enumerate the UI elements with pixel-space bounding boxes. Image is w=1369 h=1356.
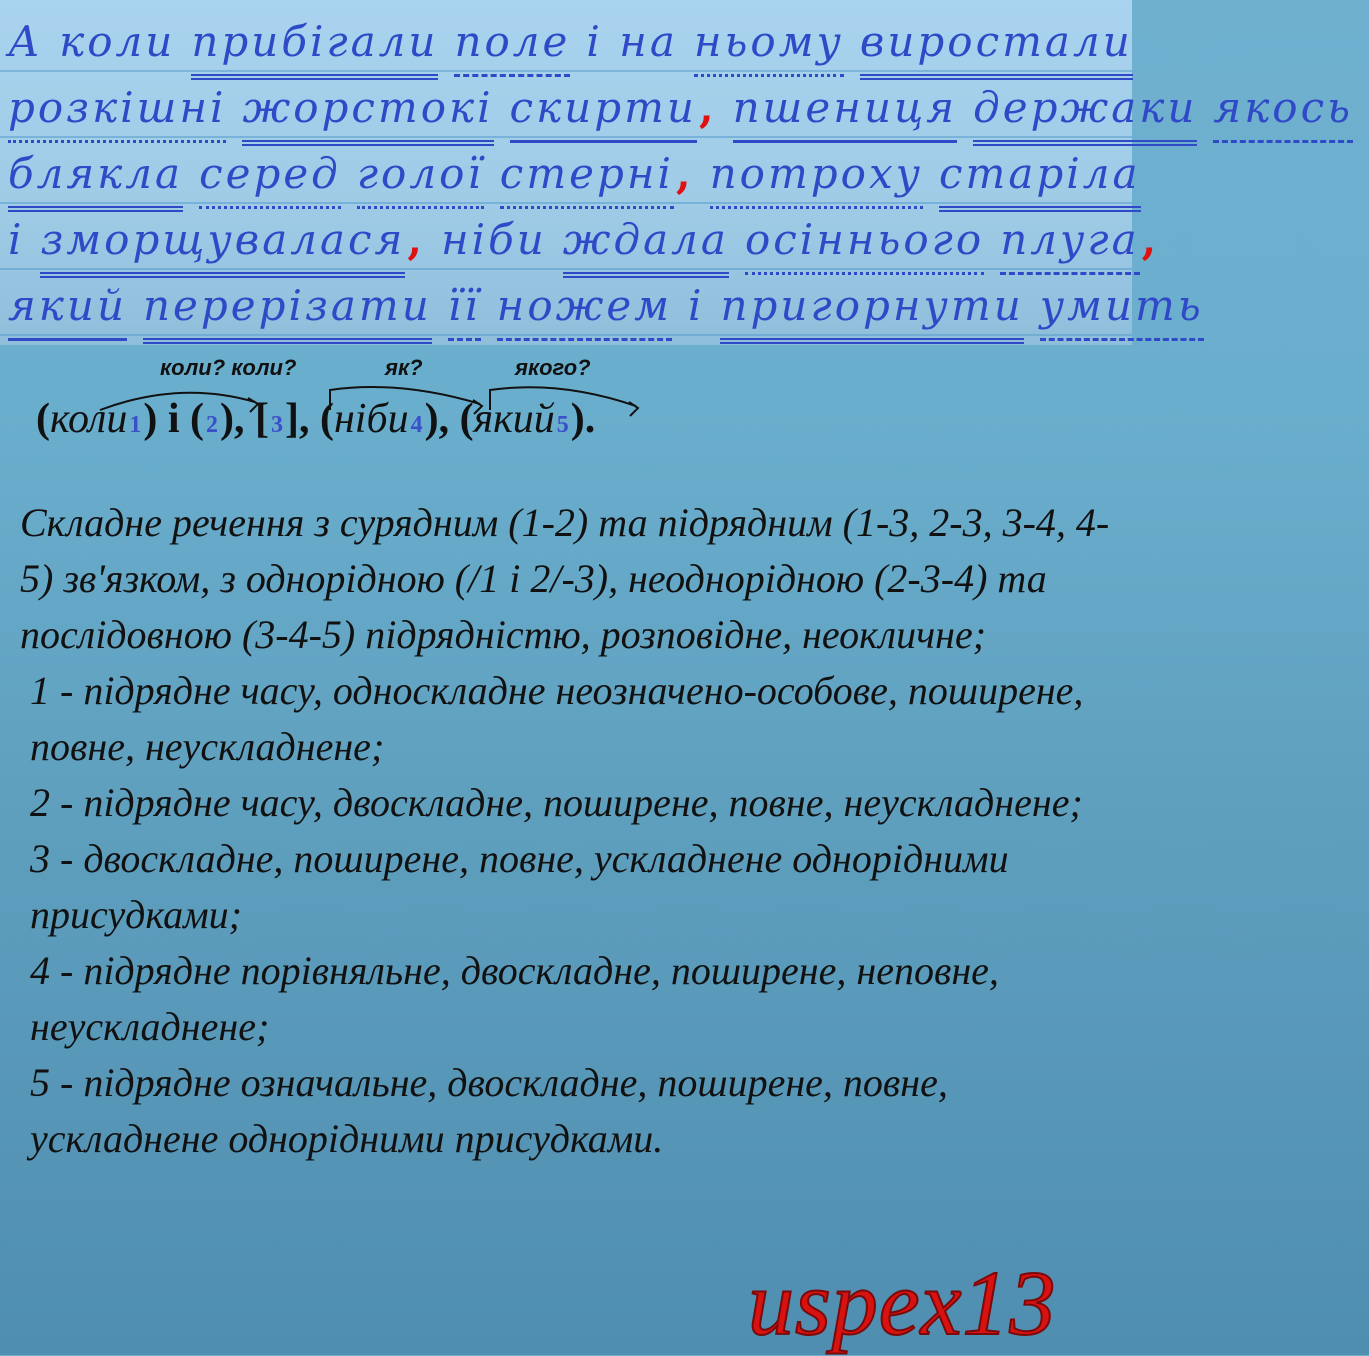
question-label: коли? коли? xyxy=(160,355,297,380)
clause-description: 3 - двоскладне, поширене, повне, ускладнене однорідними присудками; xyxy=(30,836,1009,937)
clause-description: 2 - підрядне часу, двоскладне, поширене, повне, неускладнене; xyxy=(30,780,1083,825)
handwritten-word: ніби xyxy=(440,215,547,264)
handwritten-word: блякла xyxy=(8,142,183,212)
handwritten-word: її xyxy=(448,274,481,341)
handwritten-word: і на xyxy=(586,17,678,66)
handwritten-word: виростали xyxy=(860,10,1133,80)
handwritten-word: розкішні xyxy=(8,76,226,143)
clause-number: 4 xyxy=(410,412,423,438)
clause-number: 2 xyxy=(205,412,218,438)
handwritten-word: жорстокі xyxy=(242,76,493,146)
handwritten-word: осіннього xyxy=(745,208,984,275)
scheme-conjunction: який xyxy=(473,396,555,442)
clause-number: 3 xyxy=(270,412,283,438)
clause-number: 5 xyxy=(556,412,569,438)
red-comma-mark: , xyxy=(675,149,694,198)
handwritten-word: якось xyxy=(1213,76,1353,143)
red-comma-mark: , xyxy=(407,215,425,264)
handwriting-line xyxy=(8,10,1133,74)
sentence-scheme xyxy=(36,395,595,455)
handwritten-word: ждала xyxy=(563,208,729,278)
handwritten-word: умить xyxy=(1040,274,1204,341)
arrow-head xyxy=(629,402,638,416)
handwriting-line xyxy=(8,274,1204,338)
handwritten-word: ножем xyxy=(497,274,672,341)
clause-description: 4 - підрядне порівняльне, двоскладне, поширене, неповне, неускладнене; xyxy=(30,948,999,1049)
sentence-analysis xyxy=(20,495,1110,1167)
handwritten-word: пшениця xyxy=(733,76,958,143)
question-label: якого? xyxy=(515,355,591,380)
handwritten-word: поле xyxy=(454,10,570,77)
clause-number: 1 xyxy=(129,412,142,438)
handwritten-word: голої xyxy=(357,142,484,209)
question-label: як? xyxy=(385,355,423,380)
scheme-conjunction: коли xyxy=(50,396,128,442)
handwritten-word: і xyxy=(688,281,705,330)
analysis-summary: Складне речення з сурядним (1-2) та підрядним (1-3, 2-3, 3-4, 4-5) зв'язком, з однорідною (/1 і 2/-3), неоднорідною (2-3-4) та послідовною (3-4-5) підрядністю, розповідне, неокличне; xyxy=(20,500,1110,657)
red-comma-mark: , xyxy=(698,83,717,132)
handwritten-word: ньому xyxy=(694,10,844,77)
handwritten-word: зморщувалася xyxy=(40,208,405,278)
scheme-bracket: ) і ( xyxy=(143,396,204,442)
scheme-bracket: ], ( xyxy=(284,396,334,442)
handwritten-word: який xyxy=(8,274,127,341)
handwritten-word: потроху xyxy=(710,142,923,209)
handwritten-word: держаки xyxy=(973,76,1197,146)
red-comma-mark: , xyxy=(1141,215,1160,264)
clause-description: 5 - підрядне означальне, двоскладне, поширене, повне, ускладнене однорідними присудками. xyxy=(30,1060,948,1161)
scheme-bracket: ( xyxy=(36,396,50,442)
handwritten-word: перерізати xyxy=(143,274,432,344)
scheme-bracket: ), [ xyxy=(219,396,269,442)
scheme-conjunction: ніби xyxy=(333,396,409,442)
handwritten-word: пригорнути xyxy=(720,274,1023,344)
scheme-bracket: ). xyxy=(570,396,596,442)
handwritten-word: і xyxy=(8,215,25,264)
handwriting-line xyxy=(8,76,1353,140)
handwritten-word: прибігали xyxy=(191,10,438,80)
handwritten-word: скирти xyxy=(510,76,697,143)
handwritten-word: А коли xyxy=(8,17,176,66)
watermark-logo: uspex13 xyxy=(748,1252,1057,1354)
handwritten-word: старіла xyxy=(939,142,1141,212)
handwriting-line xyxy=(8,142,1141,206)
scheme-bracket: ), ( xyxy=(424,396,474,442)
handwritten-word: стерні xyxy=(500,142,674,209)
handwritten-word: плуга xyxy=(1000,208,1139,275)
clause-description: 1 - підрядне часу, односкладне неозначено-особове, поширене, повне, неускладнене; xyxy=(30,668,1084,769)
handwriting-line xyxy=(8,208,1160,272)
handwritten-notebook-photo xyxy=(0,0,1353,345)
handwritten-word: серед xyxy=(199,142,341,209)
